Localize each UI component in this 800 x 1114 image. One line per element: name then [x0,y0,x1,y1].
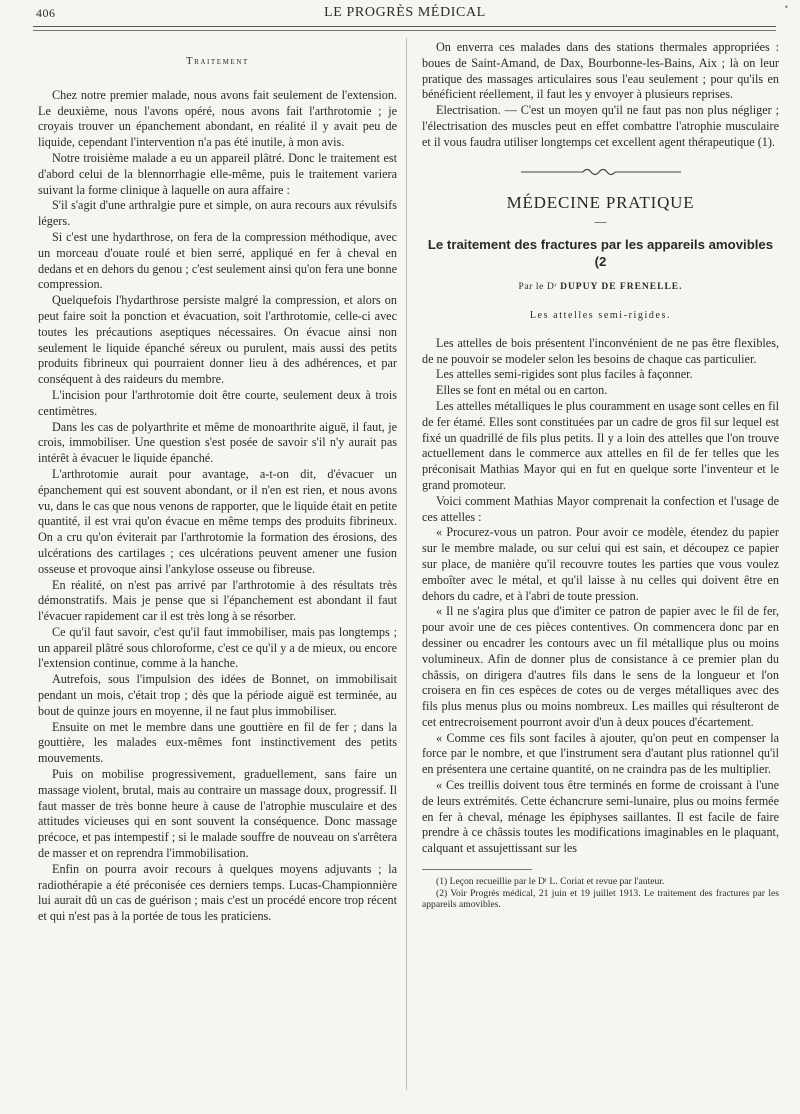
paragraph: Electrisation. — C'est un moyen qu'il ne faut pas non plus négliger ; l'électrisation des muscles peut en effet combattre l'atrophie musculaire et il vous faudra utiliser longtemps cet excellent agent thérapeutique (1). [422,103,779,149]
paragraph: Quelquefois l'hydarthrose persiste malgré la compression, et alors on peut faire soit la ponction et évacuation, soit l'arthrotomie, celle-ci avec toutes les précautions aseptiques nécessaires. On évacue ainsi non seulement le liquide épanché séreux ou purulent, mais aussi des petits produits fibrineux qui pourraient donner lieu à des adhérences, et par conséquent à des raideurs du membre. [38,293,397,387]
running-header [36,4,774,24]
paragraph: « Procurez-vous un patron. Pour avoir ce modèle, étendez du papier sur le membre malade, ou sur celui qui est sain, et découpez ce papier sur place, de manière qu'il recouvre toutes les parties que vous voulez emboîter avec le métal, et qu'il laisse à nu celles qui doivent être en dehors du cadre, et à l'abri de toute pression. [422,525,779,603]
right-column [422,40,779,911]
section-ornament [422,165,779,183]
paragraph: Notre troisième malade a eu un appareil plâtré. Donc le traitement est d'abord celui de la blennorrhagie elle-même, puis le traitement variera suivant la forme clinique à laquelle on aura affaire : [38,150,397,197]
paragraph: On enverra ces malades dans des stations thermales appropriées : boues de Saint-Amand, de Dax, Bourbonne-les-Bains, Aix ; là on leur pratique des massages articulaires sous l'eau seulement ; pour qu'ils en bénéficient réellement, il faut les y envoyer à plusieurs reprises. [422,40,779,102]
paragraph: Voici comment Mathias Mayor comprenait la confection et l'usage de ces attelles : [422,493,779,524]
paragraph: L'incision pour l'arthrotomie doit être courte, seulement deux à trois centimètres. [38,387,397,418]
paragraph: « Ces treillis doivent tous être terminés en forme de croissant à l'une de leurs extrémités. Cette échancrure semi-lunaire, plus ou moins fermée en fer à cheval, ménage les épiphyses saillantes. Il est facile de faire prendre à ce châssis toutes les modifications imaginables en le plaquant, calquant et assujettissant sur les [422,778,779,856]
footnote-rule [422,869,532,870]
rubric-title: MÉDECINE PRATIQUE [506,192,695,212]
header-rule-top [33,26,776,27]
paragraph: Ensuite on met le membre dans une gouttière en fil de fer ; dans la gouttière, les malades eux-mêmes font instinctivement des petits mouvements. [38,719,397,766]
ornament-flourish-icon [521,165,681,179]
byline-prefix: Par le Dʳ [518,282,558,293]
article-title: Le traitement des fractures par les appareils amovibles (2 [427,237,774,270]
left-column [38,40,397,925]
paragraph: Chez notre premier malade, nous avons fait seulement de l'extension. Le deuxième, nous l'avons opéré, nous avons fait l'arthrotomie ; je croyais trouver un épanchement abondant, en réalité il y avait peu de liquide, cependant l'intervention n'a pas été inutile, à mon avis. [38,87,397,150]
paragraph: « Il ne s'agira plus que d'imiter ce patron de papier avec le fil de fer, pour avoir une de ces pièces contentives. On commencera donc par en dessiner ou encadrer les contours avec un fil métallique plus ou moins volumineux. Afin de donner plus de consistance à ce premier plan du châssis, on dirigera d'autres fils dans le sens de la longueur et l'on croisera en fin ces espèces de cotes ou de verges métalliques avec des fils plus menus plus ou moins nombreux. Les mailles qui résulteront de cet entrecroisement pourront avoir d'un à deux pouces d'écartement. [422,604,779,729]
header-rule-bottom [33,30,776,31]
journal-title: LE PROGRÈS MÉDICAL [324,5,486,20]
rubric-dash: — [594,214,607,229]
paragraph: Puis on mobilise progressivement, graduellement, sans faire un massage violent, brutal, mais au contraire un massage doux, progressif. Il faut masser de très bonne heure à cause de l'atrophie musculaire et des attitudes vicieuses qui en sont souvent la conséquence. Donc massage précoce, et pas intempestif ; si le malade souffre de nouveau on s'arrêtera de masser et on reprendra l'immobilisation. [38,767,397,861]
paragraph: « Comme ces fils sont faciles à ajouter, qu'on peut en compenser la force par le nombre, et que l'instrument sera d'autant plus rationnel qu'il en présentera une certaine quantité, on ne craindra pas de les multiplier. [422,730,779,777]
paragraph: Les attelles semi-rigides sont plus faciles à façonner. [436,367,693,382]
footnote: (1) Leçon recueillie par le Dʳ L. Coriat et revue par l'auteur. [436,876,665,888]
paragraph: Enfin on pourra avoir recours à quelques moyens adjuvants ; la radiothérapie a été préconisée ces derniers temps. Lucas-Championnière lui aurait dû un cas de guérison ; mais c'est un procédé encore trop récent et qui n'est pas à la portée de tous les praticiens. [38,861,397,924]
paragraph: Ce qu'il faut savoir, c'est qu'il faut immobiliser, mais pas longtemps ; un appareil plâtré sous chloroforme, c'est ce qu'il y a de mieux, ou encore l'extension continue, comme à la hanche. [38,624,397,671]
column-divider [406,38,407,1090]
paragraph: Les attelles de bois présentent l'inconvénient de ne pas être flexibles, de ne pouvoir se modeler selon les besoins de chaque cas particulier. [422,335,779,366]
byline-author: DUPUY DE FRENELLE. [560,282,683,293]
page-number: 406 [36,6,56,20]
paragraph: Autrefois, sous l'impulsion des idées de Bonnet, on immobilisait pendant un mois, c'était trop ; dès que la période aiguë est terminée, au bout de quinze jours en moyenne, il ne faut plus immobiliser. [38,672,397,718]
paragraph: Dans les cas de polyarthrite et même de monoarthrite aiguë, il faut, je crois, immobiliser. Une question s'est posée de savoir s'il n'y aurait pas intérêt à évacuer le liquide épanché. [38,419,397,466]
paragraph: Elles se font en métal ou en carton. [436,383,608,398]
paragraph: L'arthrotomie aurait pour avantage, a-t-on dit, d'évacuer un épanchement qui est souvent abondant, or il n'en est rien, et nous avons vu, dans le cas que nous venons de rapporter, que le liquide était en petite quantité, il est vrai qu'on évacue en même temps des produits fibrineux. On a cru qu'on éviterait par l'arthrotomie la formation des érosions, des ulcérations des cartilages ; ces ulcérations peuvent amener une fusion osseuse et provoque ainsi l'ankylose osseuse ou fibreuse. [38,466,397,576]
subsection-heading: Les attelles semi-rigides. [529,309,672,321]
paragraph: Les attelles métalliques le plus couramment en usage sont celles en fil de fer étamé. Elles sont constituées par un cadre de gros fil sur lequel est fixé un quadrillé de fils plus petits. Il y a loin des attelles que l'on trouve actuellement dans le commerce aux attelles en fil de fer telles que les préconisait Mathias Mayor qui en fut en quelque sorte l'inventeur et le grand promoteur. [422,398,779,492]
paragraph: S'il s'agit d'une arthralgie pure et simple, on aura recours aux révulsifs légers. [38,198,397,229]
paragraph: En réalité, on n'est pas arrivé par l'arthrotomie à des résultats très démonstratifs. Mais je pense que si l'épanchement est abondant il faut l'évacuer rapidement car il est très long à se résorber. [38,577,397,624]
footnote: (2) Voir Progrès médical, 21 juin et 19 juillet 1913. Le traitement des fractures par les appareils amovibles. [422,887,779,911]
byline [422,280,779,296]
section-heading: Traitement [186,56,249,67]
paragraph: Si c'est une hydarthrose, on fera de la compression méthodique, avec un morceau d'ouate roulé et bien serré, appliqué en fer à cheval en dedans et en dehors du genou ; c'est seulement ainsi qu'on fera une bonne compression. [38,229,397,292]
corner-mark: • [784,2,788,12]
